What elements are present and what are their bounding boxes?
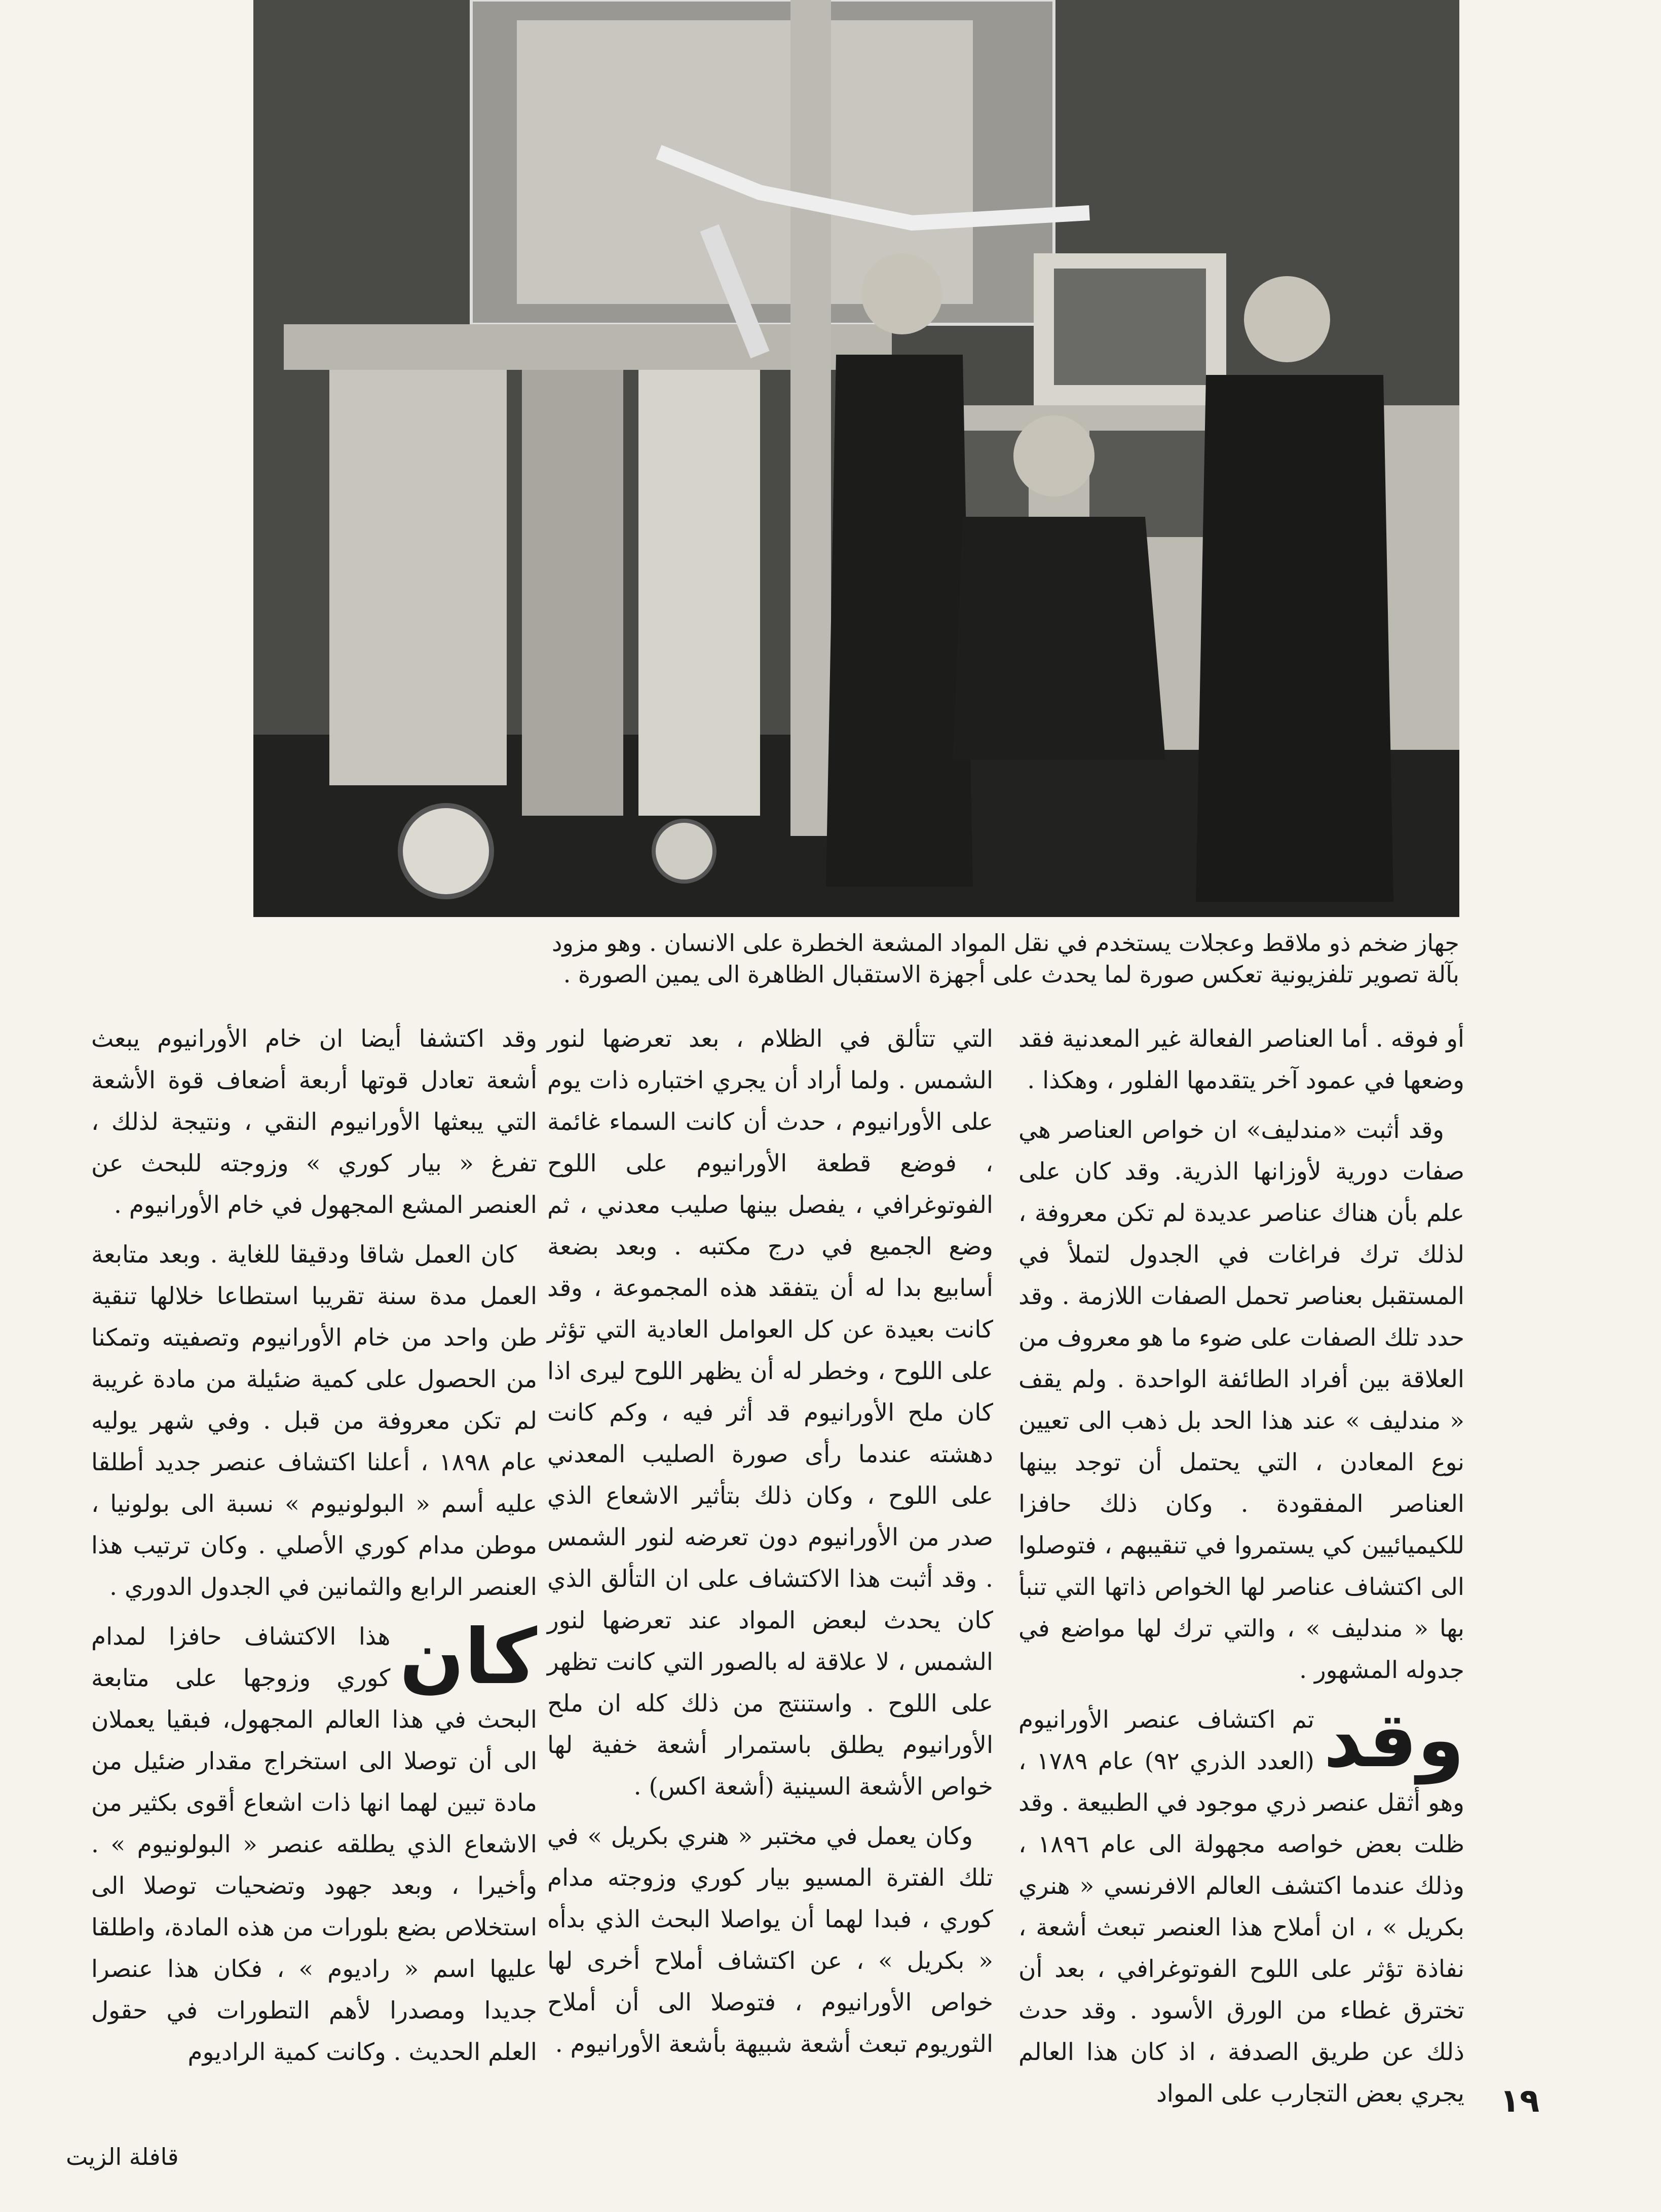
- dropcap: كان: [399, 1613, 537, 1701]
- page-number: ١٩: [1500, 2082, 1540, 2120]
- paragraph: وكان يعمل في مختبر « هنري بكريل » في تلك الفترة المسيو بيار كوري وزوجته مدام كوري ، فبدا لهما أن يواصلا البحث الذي بدأه « بكريل » ، عن اكتشاف أملاح أخرى لها خواص الأورانيوم ، فتوصلا الى أن أملاح الثوريوم تبعث أشعة شبيهة بأشعة الأورانيوم .: [547, 1822, 993, 2058]
- caption-line-2: بآلة تصوير تلفزيونية تعكس صورة لما يحدث على أجهزة الاستقبال الظاهرة الى يمين الصورة .: [563, 961, 1459, 988]
- photo-caption: [395, 927, 1459, 990]
- article-column-right: [1018, 1018, 1464, 2108]
- article-column-left: [91, 1018, 537, 2066]
- paragraph: وقد اكتشفا أيضا ان خام الأورانيوم يبعث أشعة تعادل قوتها أربعة أضعاف قوة الأشعة التي يبعثها الأورانيوم النقي ، ونتيجة لذلك ، تفرغ « بيار كوري » وزوجته للبحث عن العنصر المشع المجهول في خام الأورانيوم .: [91, 1025, 537, 1219]
- magazine-footer: قافلة الزيت: [66, 2143, 179, 2170]
- paragraph: أو فوقه . أما العناصر الفعالة غير المعدنية فقد وضعها في عمود آخر يتقدمها الفلور ، وهكذا .: [1018, 1025, 1464, 1094]
- paragraph: وقد أثبت «مندليف» ان خواص العناصر هي صفات دورية لأوزانها الذرية. وقد كان على علم بأن هناك عناصر عديدة لم تكن معروفة ، لذلك ترك فراغات في الجدول لتملأ في المستقبل بعناصر تحمل الصفات اللازمة . وقد حدد تلك الصفات على ضوء ما هو معروف من العلاقة بين أفراد الطائفة الواحدة . ولم يقف « مندليف » عند هذا الحد بل ذهب الى تعيين نوع المعادن ، التي يحتمل أن توجد بينها العناصر المفقودة . وكان ذلك حافزا للكيميائيين كي يستمروا في تنقيبهم ، فتوصلوا الى اكتشاف عناصر لها الخواص ذاتها التي تنبأ بها « مندليف » ، والتي ترك لها مواضع في جدوله المشهور .: [1018, 1116, 1464, 1684]
- dropcap: وقد: [1323, 1696, 1464, 1784]
- paragraph-with-dropcap: [91, 1613, 537, 2073]
- paragraph-text: تم اكتشاف عنصر الأورانيوم (العدد الذري ٩٢) عام ١٧٨٩ ، وهو أثقل عنصر ذري موجود في الطبيعة . وقد ظلت بعض خواصه مجهولة الى عام ١٨٩٦ ، وذلك عندما اكتشف العالم الافرنسي « هنري بكريل » ، ان أملاح هذا العنصر تبعث أشعة ، نفاذة تؤثر على اللوح الفوتوغرافي ، بعد أن تخترق غطاء من الورق الأسود . وقد حدث ذلك عن طريق الصدفة ، اذ كان هذا العالم يجري بعض التجارب على المواد: [1018, 1706, 1464, 2108]
- article-column-middle: [547, 1018, 993, 2058]
- paragraph: كان العمل شاقا ودقيقا للغاية . وبعد متابعة العمل مدة سنة تقريبا استطاعا خلالها تنقية طن واحد من خام الأورانيوم وتصفيته وتمكنا من الحصول على كمية ضئيلة من مادة غريبة لم تكن معروفة من قبل . وفي شهر يوليه عام ١٨٩٨ ، أعلنا اكتشاف عنصر جديد أطلقا عليه أسم « البولونيوم » نسبة الى بولونيا ، موطن مدام كوري الأصلي . وكان ترتيب هذا العنصر الرابع والثمانين في الجدول الدوري .: [91, 1241, 537, 1601]
- paragraph-text: هذا الاكتشاف حافزا لمدام كوري وزوجها على متابعة البحث في هذا العالم المجهول، فبقيا يعملان الى أن توصلا الى استخراج مقدار ضئيل من مادة تبين لهما انها ذات اشعاع أقوى بكثير من الاشعاع الذي يطلقه عنصر « البولونيوم » . وأخيرا ، وبعد جهود وتضحيات توصلا الى استخلاص بضع بلورات من هذه المادة، واطلقا عليها اسم « راديوم » ، فكان هذا عنصرا جديدا ومصدرا لأهم التطورات في حقول العلم الحديث . وكانت كمية الراديوم: [91, 1623, 537, 2066]
- paragraph: التي تتألق في الظلام ، بعد تعرضها لنور الشمس . ولما أراد أن يجري اختباره ذات يوم على الأورانيوم ، حدث أن كانت السماء غائمة ، فوضع قطعة الأورانيوم على اللوح الفوتوغرافي ، يفصل بينها صليب معدني ، ثم وضع الجميع في درج مكتبه . وبعد بضعة أسابيع بدا له أن يتفقد هذه المجموعة ، وقد كانت بعيدة عن كل العوامل العادية التي تؤثر على اللوح ، وخطر له أن يظهر اللوح ليرى اذا كان ملح الأورانيوم قد أثر فيه ، وكم كانت دهشته عندما رأى صورة الصليب المعدني على اللوح ، وكان ذلك بتأثير الاشعاع الذي صدر من الأورانيوم دون تعرضه لنور الشمس . وقد أثبت هذا الاكتشاف على ان التألق الذي كان يحدث لبعض المواد عند تعرضها لنور الشمس ، لا علاقة له بالصور التي كانت تظهر على اللوح . واستنتج من ذلك كله ان ملح الأورانيوم يطلق باستمرار أشعة خفية لها خواص الأشعة السينية (أشعة اكس) .: [547, 1025, 993, 1801]
- photo-radioactive-handling-machine: [253, 0, 1459, 917]
- photo-illustration: [253, 0, 1459, 917]
- caption-line-1: جهاز ضخم ذو ملاقط وعجلات يستخدم في نقل المواد المشعة الخطرة على الانسان . وهو مزود: [551, 929, 1459, 957]
- paragraph-with-dropcap: [1018, 1696, 1464, 2115]
